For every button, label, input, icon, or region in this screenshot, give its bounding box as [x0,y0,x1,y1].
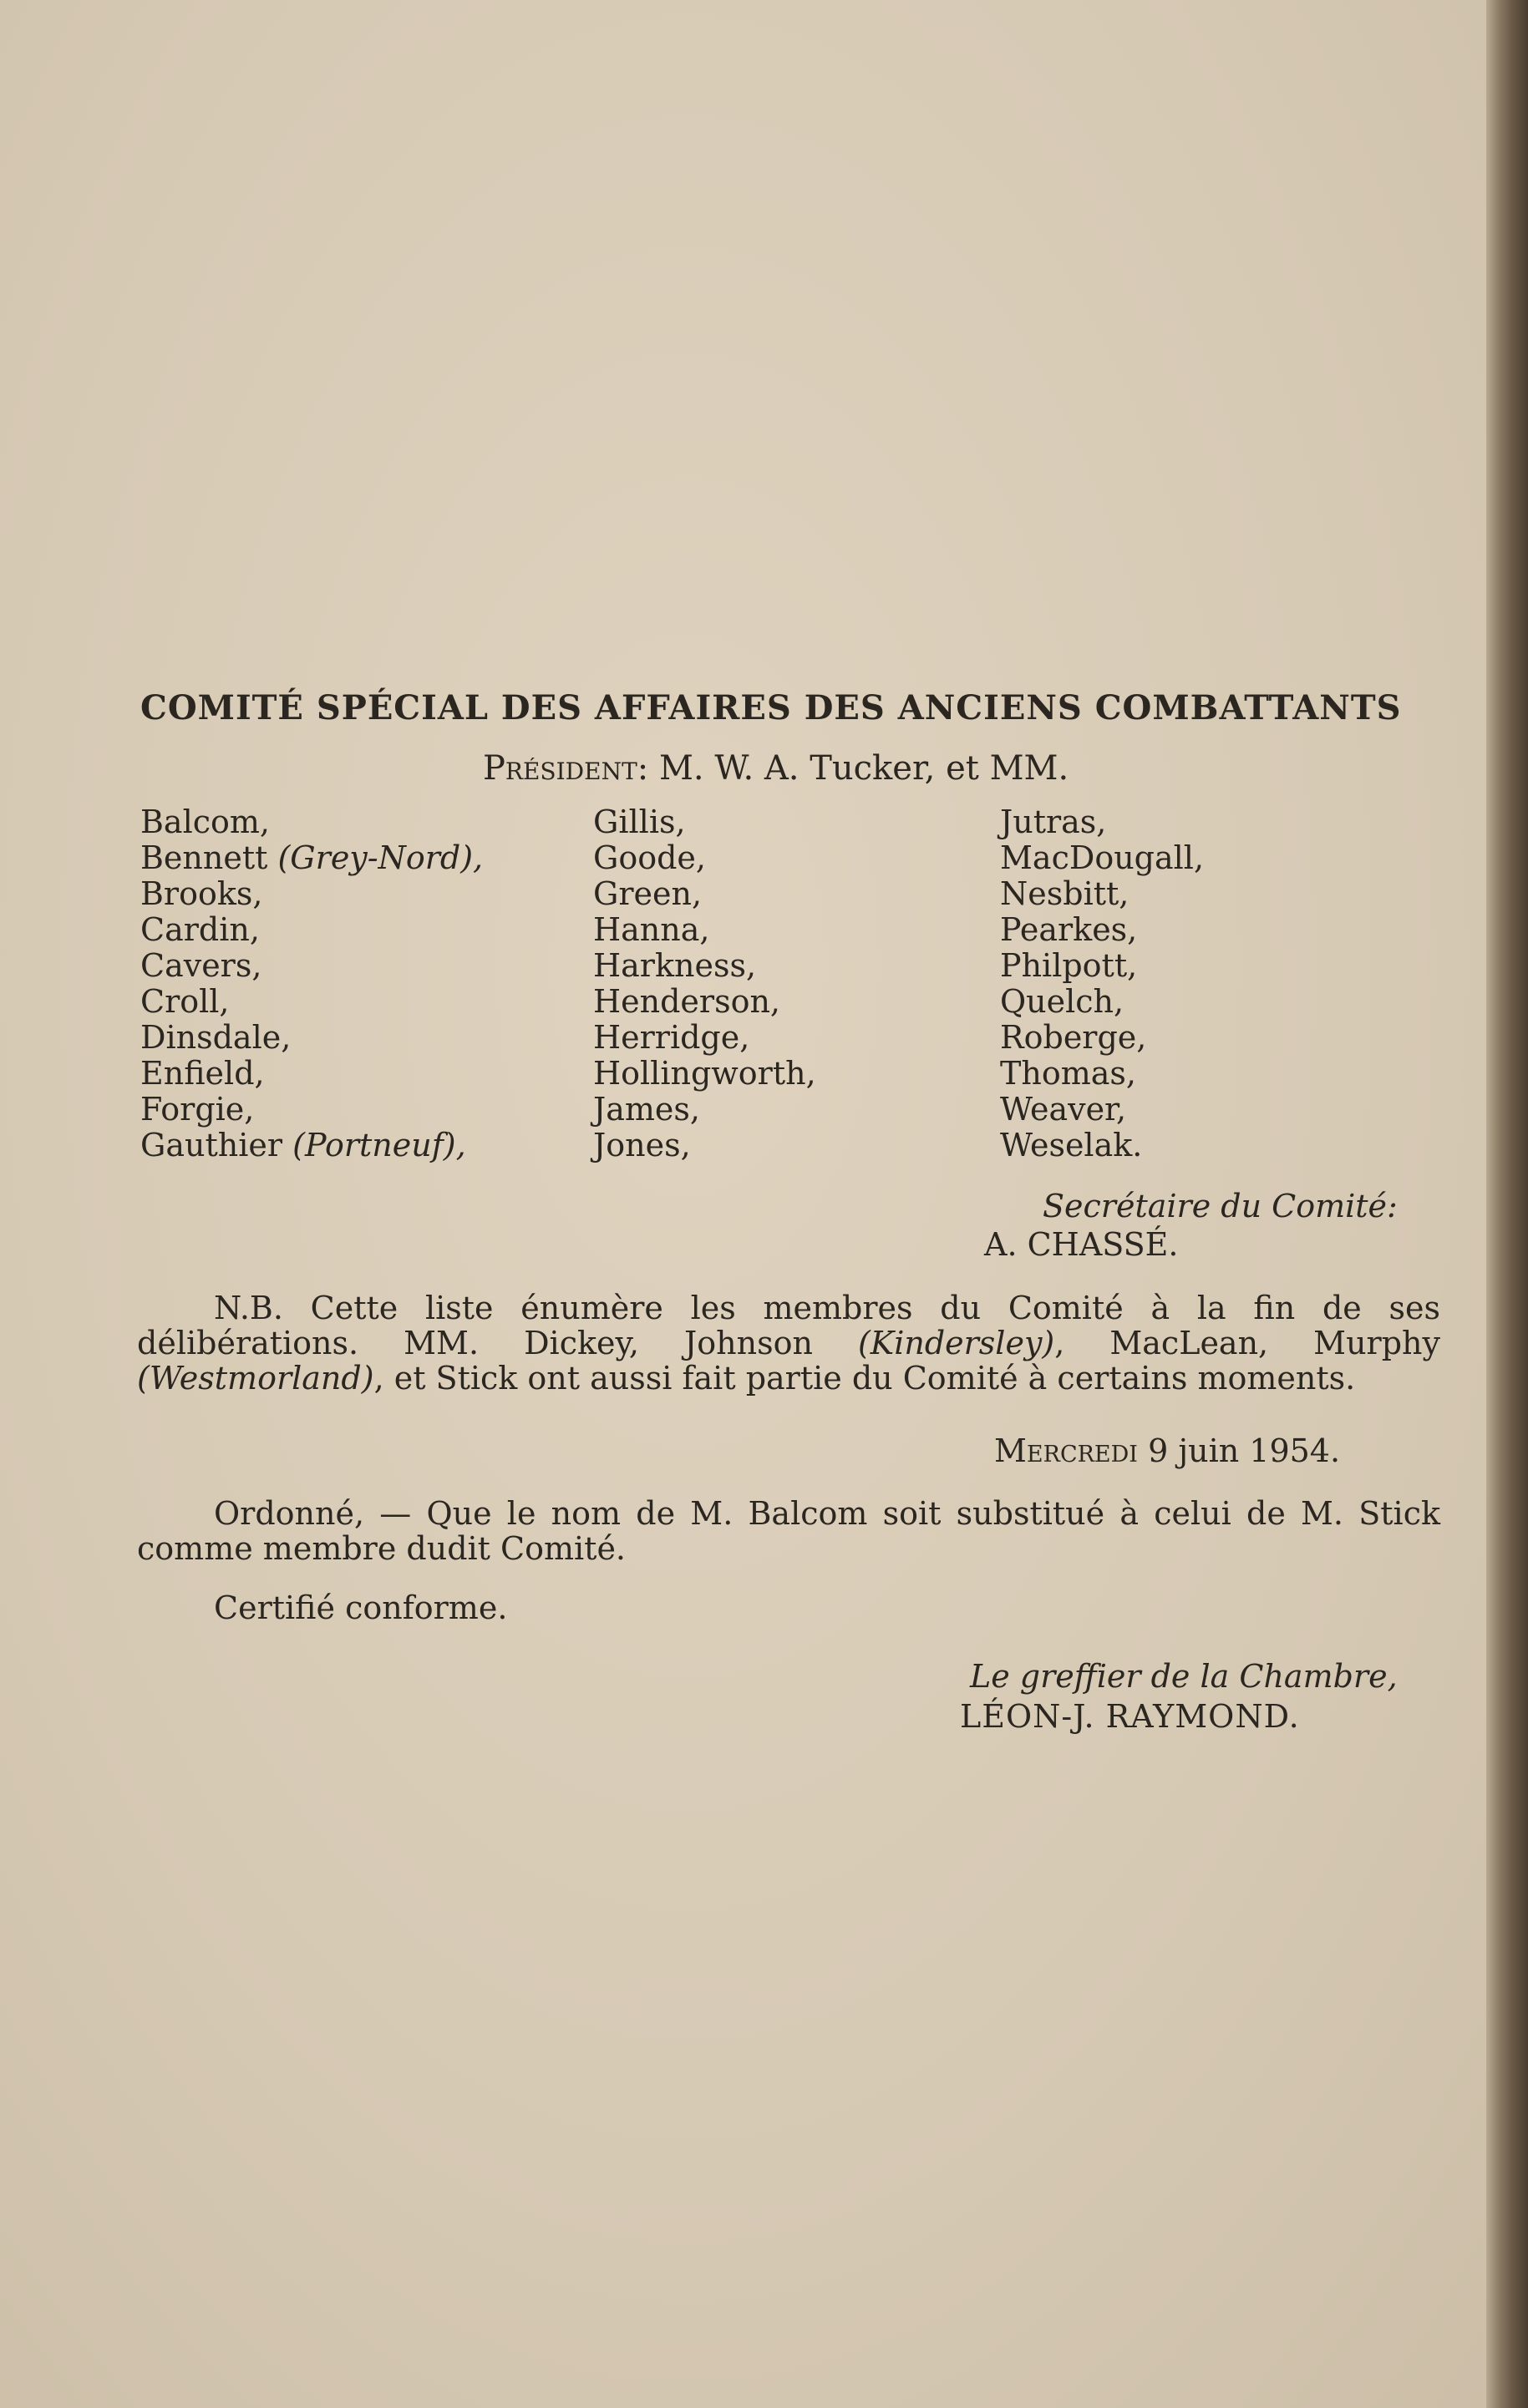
member-entry: MacDougall, [1000,839,1205,876]
member-column-3 [1000,804,1434,1163]
secretary-role: Secrétaire du Comité: [1043,1188,1398,1224]
secretary-name: A. CHASSÉ. [984,1226,1179,1263]
member-entry: Roberge, [1000,1019,1147,1056]
clerk-signature-block [960,1656,1452,1736]
member-entry: Jutras, [1000,804,1107,840]
member-entry: Weselak. [1000,1127,1143,1163]
member-entry: Henderson, [593,983,781,1020]
member-entry: Harkness, [593,947,757,984]
session-date [994,1432,1452,1469]
member-entry: Hanna, [593,911,710,948]
member-entry: Nesbitt, [1000,875,1130,912]
order-paragraph: Ordonné, — Que le nom de M. Balcom soit substitué à celui de M. Stick comme membre dudit Comité. [137,1495,1440,1567]
nb-paragraph: N.B. Cette liste énumère les membres du Comité à la fin de ses délibérations. MM. Dickey, Johnson (Kindersley), MacLean, Murphy (Westmorland), et Stick ont aussi fait partie du Comité à certains moments. [137,1290,1440,1397]
certified-line: Certifié conforme. [214,1589,508,1626]
member-entry: Croll, [140,983,230,1020]
member-entry: Dinsdale, [140,1019,292,1056]
member-entry: James, [593,1091,700,1128]
member-entry: Hollingworth, [593,1055,816,1092]
secretary-block [984,1187,1452,1264]
member-entry: Cavers, [140,947,262,984]
clerk-name: LÉON-J. RAYMOND. [960,1698,1300,1735]
page-binding-edge [1486,0,1528,2408]
president-name: M. W. A. Tucker, et MM. [658,749,1069,788]
page-content [137,688,1452,1736]
member-entry: Herridge, [593,1019,750,1056]
member-entry: Bennett (Grey-Nord), [140,839,484,876]
member-entry: Jones, [593,1127,691,1163]
president-line [483,749,1452,788]
member-column-2 [593,804,1000,1163]
member-entry: Green, [593,875,703,912]
member-entry: Weaver, [1000,1091,1127,1128]
member-entry: Goode, [593,839,707,876]
member-column-1 [140,804,593,1163]
member-entry: Cardin, [140,911,260,948]
member-list [140,804,1452,1163]
member-entry: Quelch, [1000,983,1124,1020]
session-day: Mercredi [994,1432,1138,1469]
session-date-rest: 9 juin 1954. [1148,1432,1341,1469]
clerk-role: Le greffier de la Chambre, [970,1658,1398,1695]
member-entry: Forgie, [140,1091,255,1128]
member-entry: Gauthier (Portneuf), [140,1127,466,1163]
member-entry: Thomas, [1000,1055,1136,1092]
committee-heading: COMITÉ SPÉCIAL DES AFFAIRES DES ANCIENS COMBATTANTS [140,688,1402,727]
member-entry: Pearkes, [1000,911,1138,948]
member-entry: Brooks, [140,875,263,912]
member-entry: Gillis, [593,804,686,840]
member-entry: Balcom, [140,804,271,840]
member-entry: Enfield, [140,1055,265,1092]
president-label: Président: [483,749,649,788]
member-entry: Philpott, [1000,947,1138,984]
